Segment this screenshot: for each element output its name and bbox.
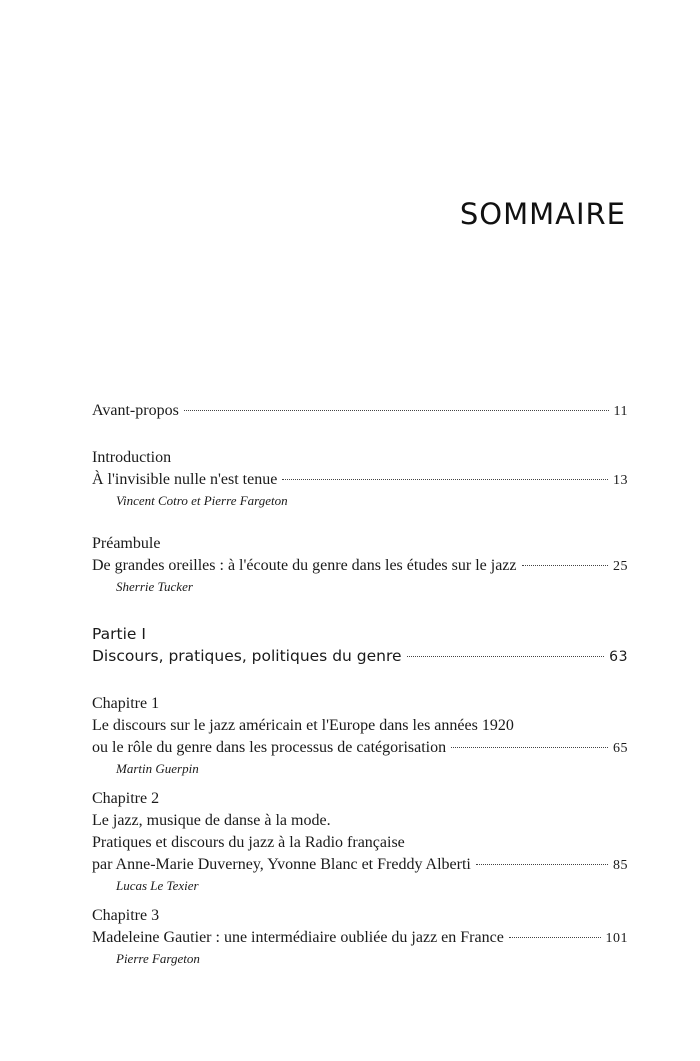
toc-entry-introduction[interactable] [92,447,628,510]
page-number: 85 [613,858,628,873]
entry-title-line: Le discours sur le jazz américain et l'Europe dans les années 1920 [92,717,514,734]
page-number: 63 [609,649,628,665]
entry-author: Sherrie Tucker [116,579,193,594]
entry-title: Discours, pratiques, politiques du genre [92,647,402,665]
toc-entry-avant-propos[interactable] [92,400,628,422]
toc-entry-chapitre-1[interactable] [92,693,628,778]
entry-title: ou le rôle du genre dans les processus de catégorisation [92,739,447,756]
page-number: 101 [605,931,628,946]
dot-leader [451,747,608,748]
page-number: 65 [613,741,628,756]
entry-title: De grandes oreilles : à l'écoute du genre dans les études sur le jazz [92,557,517,574]
table-of-contents [92,400,628,968]
toc-entry-chapitre-2[interactable] [92,788,628,895]
entry-title: Madeleine Gautier : une intermédiaire oubliée du jazz en France [92,929,504,946]
dot-leader [184,410,609,411]
entry-title: par Anne-Marie Duverney, Yvonne Blanc et Freddy Alberti [92,856,471,873]
toc-entry-partie-1[interactable] [92,623,628,667]
entry-title-line: Le jazz, musique de danse à la mode. [92,812,331,829]
entry-author: Vincent Cotro et Pierre Fargeton [116,493,288,508]
entry-title: Avant-propos [92,402,179,419]
toc-entry-preambule[interactable] [92,533,628,596]
section-label: Introduction [92,449,172,466]
chapter-label: Chapitre 3 [92,907,160,924]
entry-author: Pierre Fargeton [116,951,200,966]
page-number: 13 [613,473,628,488]
dot-leader [476,864,608,865]
entry-author: Lucas Le Texier [116,878,199,893]
page-number: 25 [613,559,628,574]
toc-entry-chapitre-3[interactable] [92,905,628,968]
dot-leader [509,937,601,938]
entry-author: Martin Guerpin [116,761,199,776]
dot-leader [522,565,609,566]
dot-leader [407,656,605,657]
entry-title: À l'invisible nulle n'est tenue [92,471,278,488]
section-label: Préambule [92,535,161,552]
page-number: 11 [613,404,628,419]
chapter-label: Chapitre 1 [92,695,160,712]
dot-leader [282,479,608,480]
entry-title-line: Pratiques et discours du jazz à la Radio française [92,834,405,851]
part-label: Partie I [92,625,146,643]
page-title: SOMMAIRE [459,197,626,231]
chapter-label: Chapitre 2 [92,790,160,807]
